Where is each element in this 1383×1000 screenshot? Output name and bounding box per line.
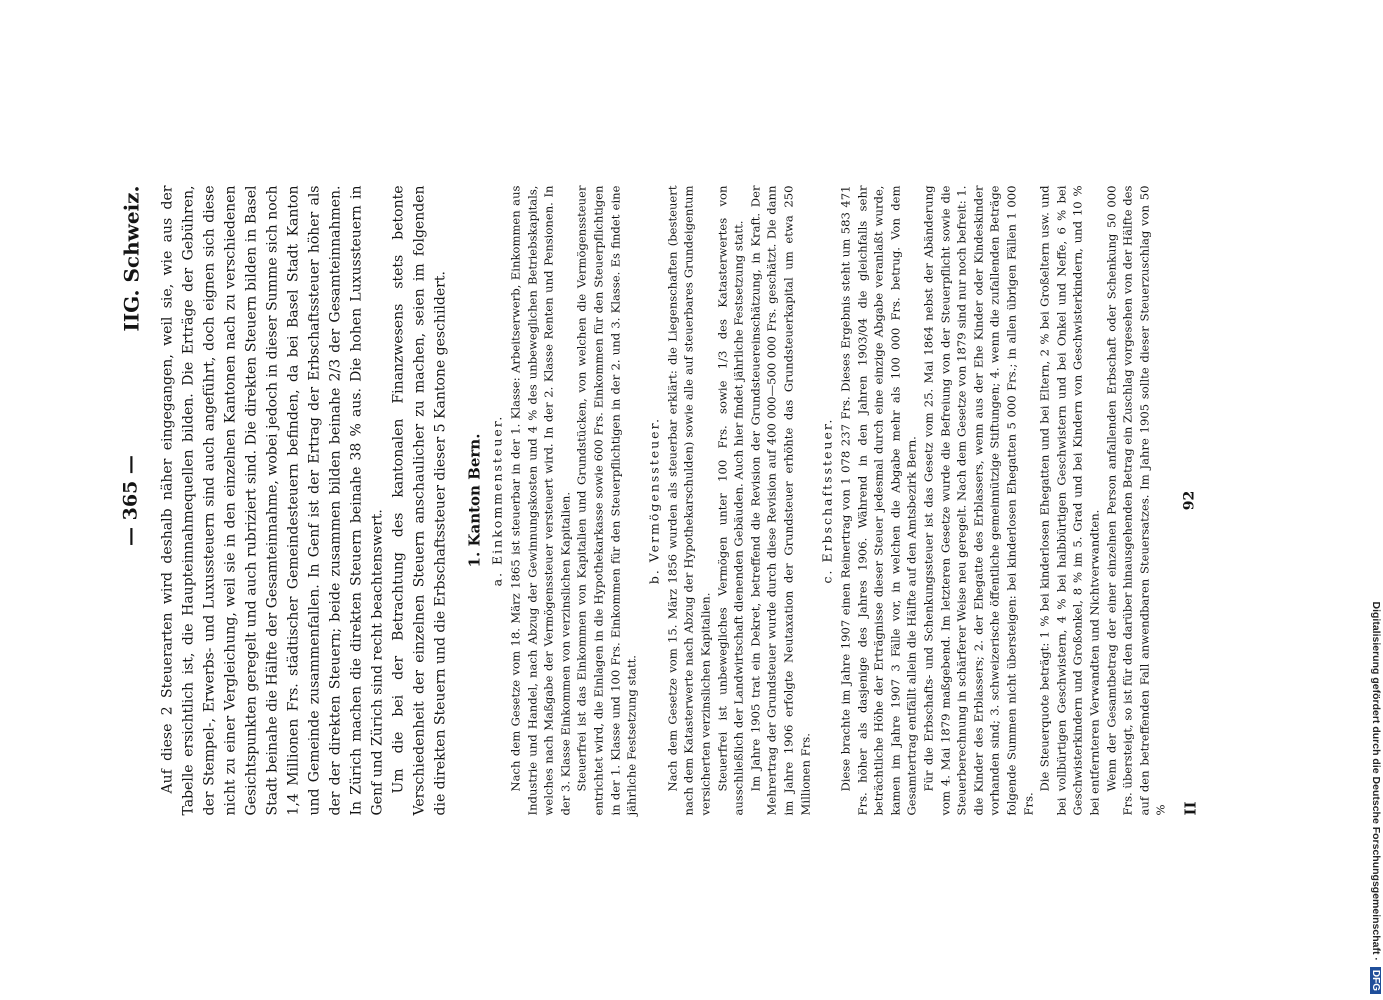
paragraph-c-1: Diese brachte im Jahre 1907 einen Reinertrag von 1 078 237 Frs. Dieses Ergebnis steht um 583 471 Frs. höher als dasjenige des Jahres 1906. Während in den Jahren 1903/04 die gleichfalls sehr beträchtliche Höhe der Erträgnisse dieser Steuer jedesmal durch eine einzige Abgabe veranlaßt wurde, kamen im Jahre 1907 3 Fälle vor, in welchen die Abgabe mehr als 100 000 Frs. betrug. Von dem Gesamtertrag entfällt allein die Hälfte auf den Amtsbezirk Bern. xyxy=(838,185,919,816)
paragraph-c-3: Die Steuerquote beträgt: 1 % bei kinderlosen Ehegatten und bei Eltern, 2 % bei Großeltern usw. und bei vollbürtigen Geschwistern, 4 % bei halbbürtigen Geschwistern und bei Onkel und Neffe, 6 % bei Geschwisterkindern und Großonkel, 8 % im 5. Grad und bei Kindern von Geschwisterkindern, und 10 % bei entfernteren Verwandten und Nichtverwandten. xyxy=(1037,185,1102,816)
paragraph-b-1: Nach dem Gesetze vom 15. März 1856 wurden als steuerbar erklärt: die Liegenschaften (besteuert nach dem Katasterwerte nach Abzug der Hypothekarschulden) sowie alle auf steuerbares Grundeigentum versicherten verzinslichen Kapitalien. xyxy=(665,185,713,816)
section-title: 1. Kanton Bern. xyxy=(465,433,484,568)
subsection-title-a: a. Einkommensteuer. xyxy=(489,414,505,587)
sheet-number: 92 xyxy=(1181,490,1198,511)
intro-paragraph-1: Auf diese 2 Steuerarten wird deshalb näher eingegangen, weil sie, wie aus der Tabelle ersichtlich ist, die Haupteinnahmequellen bilden. Die Erträge der Gebühren, der Stempel-, Erwerbs- und Luxussteuern sind auch angeführt, doch eignen sich diese nicht zu einer Vergleichung, weil sie in den einzelnen Kantonen nach zu verschiedenen Gesichtspunkten geregelt und auch rubriziert sind. Die direkten Steuern bilden in Basel Stadt beinahe die Hälfte der Gesamteinnahme, wobei jedoch in dieser Summe sich noch 1,4 Millionen Frs. städtischer Gemeindesteuern befinden, da bei Basel Stadt Kanton und Gemeinde zusammenfallen. In Genf ist der Ertrag der Erbschaftssteuer höher als der der direkten Steuern; beide zusammen bilden beinahe 2/3 der Gesamteinnahmen. In Zürich machen die direkten Steuern beinahe 38 % aus. Die hohen Luxussteuern in Genf und Zürich sind recht beachtenswert. xyxy=(159,185,386,816)
digitization-credit xyxy=(1368,8,1382,991)
subsection-a-text xyxy=(508,186,641,816)
page-header xyxy=(110,186,158,816)
signature-mark: II xyxy=(1181,801,1200,816)
paragraph-a-2: Steuerfrei ist das Einkommen von Kapitalien und Grundstücken, von welchen die Vermögenssteuer entrichtet wird, die Einlagen in die Hypothekarkasse sowie 600 Frs. Einkommen für den Steuerpflichtigen in der 1. Klasse und 100 Frs. Einkommen für den Steuerpflichtigen in der 2. und 3. Klasse. Es findet eine jährliche Festsetzung statt. xyxy=(574,185,639,816)
subsection-c-text xyxy=(838,186,1170,816)
paragraph-c-4: Wenn der Gesamtbetrag der einer einzelnen Person anfallenden Erbschaft oder Schenkung 50 000 Frs. übersteigt, so ist für den darüber hinausgehenden Betrag ein Zuschlag vorgesehen von der Hälfte des auf den betreffenden Fall anwendbaren Steuersatzes. Im Jahre 1905 sollte dieser Steuerzuschlag von 50 % xyxy=(1104,185,1168,816)
running-head: IIG. Schweiz. xyxy=(119,185,144,332)
subsection-b-text xyxy=(664,186,813,816)
intro-text xyxy=(158,186,452,816)
intro-paragraph-2: Um die bei der Betrachtung des kantonalen Finanzwesens stets betonte Verschiedenheit der einzelnen Steuern anschaulicher zu machen, seien im folgenden die direkten Steuern und die Erbschaftssteuer dieser 5 Kantone geschildert. xyxy=(390,185,449,816)
subsection-title-b: b. Vermögenssteuer. xyxy=(646,416,662,585)
paragraph-a-1: Nach dem Gesetze vom 18. März 1865 ist steuerbar in der 1. Klasse: Arbeitserwerb, Einkommen aus Industrie und Handel, nach Abzug der Gewinnungskosten und 4 % des unbeweglichen Betriebskapitals, welches nach Maßgabe der Vermögenssteuer versteuert wird. In der 2. Klasse Renten und Pensionen. In der 3. Klasse Einkommen von verzinslichen Kapitalien. xyxy=(508,185,573,816)
rotated-page xyxy=(100,141,1285,861)
page-number-header: — 365 — xyxy=(119,455,142,546)
paragraph-b-2: Steuerfrei ist unbewegliches Vermögen unter 100 Frs. sowie 1/3 des Katasterwertes von ausschließlich der Landwirtschaft dienenden Gebäuden. Auch hier findet jährliche Festsetzung statt. xyxy=(715,185,746,816)
dfg-logo: DFG xyxy=(1370,967,1381,994)
subsection-title-c: c. Erbschaftssteuer. xyxy=(819,417,835,584)
page-footer xyxy=(1177,186,1203,816)
paragraph-b-3: Im Jahre 1905 trat ein Dekret, betreffend die Revision der Grundsteuereinschätzung, in Kraft. Der Mehrertrag der Grundsteuer wurde durch diese Revision auf 400 000—500 000 Frs. geschätzt. Die dann im Jahre 1906 erfolgte Neutaxation der Grundsteuer erhöhte das Grundsteuerkapital um etwa 250 Millionen Frs. xyxy=(748,185,812,816)
paragraph-c-2: Für die Erbschafts- und Schenkungssteuer ist das Gesetz vom 25. Mai 1864 nebst der Abänderung vom 4. Mai 1879 maßgebend. Im letzteren Gesetze wurde die Befreiung von der Steuerpflicht sowie die Steuerberechnung in schärferer Weise neu geregelt. Nach dem Gesetze von 1879 sind nur noch befreit: 1. die Kinder des Erblassers; 2. der Ehegatte des Erblassers, wenn aus der Ehe Kinder oder Kindeskinder vorhanden sind; 3. schweizerische öffentliche gemeinnützige Stiftungen; 4. wenn die zufallenden Beträge folgende Summen nicht übersteigen: bei kinderlosen Ehegatten 5 000 Frs.; in allen übrigen Fällen 1 000 Frs. xyxy=(921,185,1036,816)
credit-line xyxy=(1368,4,1382,994)
credit-text: Digitalisierung gefördert durch die Deutsche Forschungsgemeinschaft · xyxy=(1370,601,1382,961)
